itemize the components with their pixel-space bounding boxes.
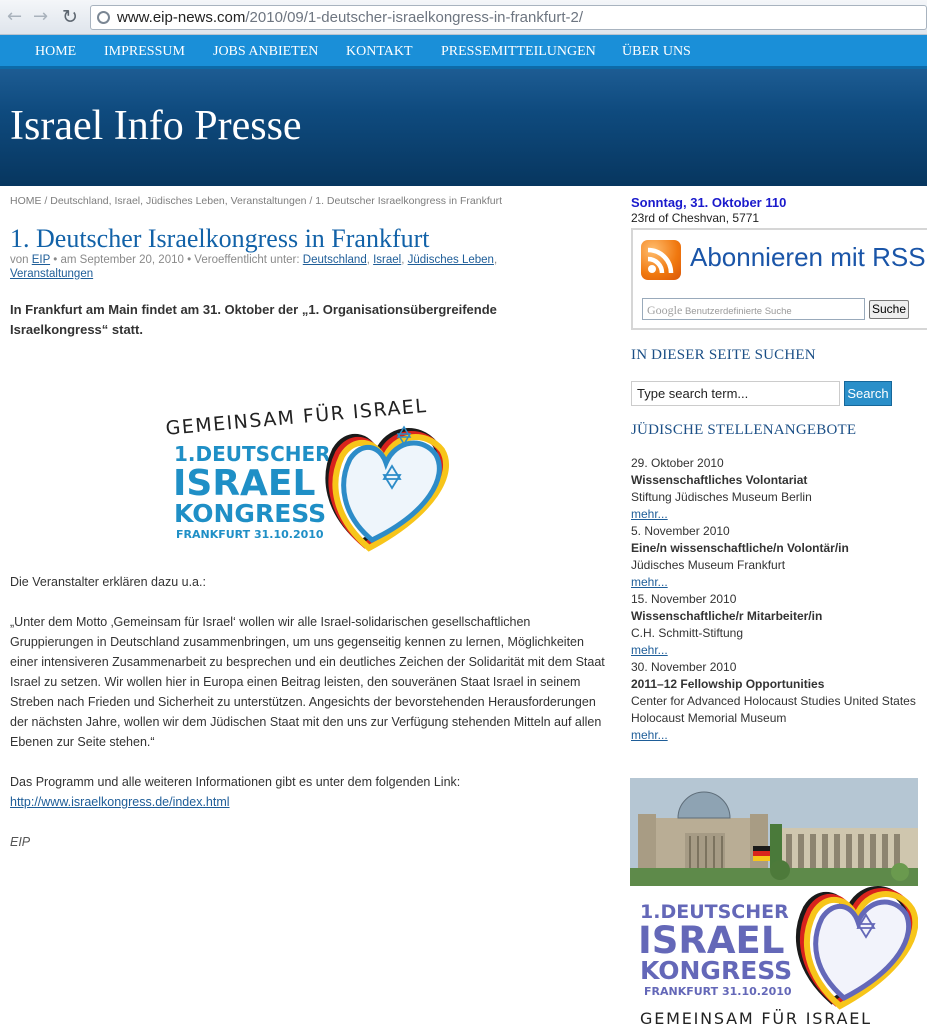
job-item [631, 591, 927, 659]
logo-line2: ISRAEL [173, 463, 316, 504]
banner-line2: ISRAEL [638, 919, 785, 962]
google-search-input[interactable]: Google Benutzerdefinierte Suche [642, 298, 865, 320]
job-org: Stiftung Jüdisches Museum Berlin [631, 490, 812, 504]
post-program-text: Das Programm und alle weiteren Informationen gibt es unter dem folgenden Link: [10, 775, 461, 789]
job-date: 30. November 2010 [631, 660, 737, 674]
job-item [631, 659, 927, 744]
job-date: 29. Oktober 2010 [631, 456, 724, 470]
address-bar[interactable] [90, 5, 927, 30]
job-more-link[interactable]: mehr... [631, 507, 668, 521]
top-navigation [0, 35, 927, 69]
site-title[interactable]: Israel Info Presse [10, 103, 302, 149]
rss-subscribe-box [631, 228, 927, 330]
google-logo: Google [647, 303, 683, 317]
nav-impressum[interactable]: IMPRESSUM [104, 44, 185, 59]
job-org: C.H. Schmitt-Stiftung [631, 626, 744, 640]
site-search-heading: IN DIESER SEITE SUCHEN [631, 347, 816, 363]
post-meta: von EIP • am September 20, 2010 • Veroeffentlicht unter: Deutschland, Israel, Jüdisches Leben, Veranstaltungen [10, 254, 498, 280]
site-header [0, 69, 927, 186]
category-deutschland[interactable]: Deutschland [302, 254, 367, 266]
job-item [631, 523, 927, 591]
logo-motto: GEMEINSAM FÜR ISRAEL [164, 394, 429, 440]
site-search-button[interactable]: Search [844, 381, 892, 406]
category-veranstaltungen[interactable]: Veranstaltungen [10, 267, 94, 280]
nav-home[interactable]: HOME [35, 44, 77, 59]
breadcrumb[interactable]: HOME / Deutschland, Israel, Jüdisches Leben, Veranstaltungen / 1. Deutscher Israelkongress in Frankfurt [10, 195, 502, 207]
browser-toolbar [0, 0, 927, 35]
job-date: 5. November 2010 [631, 524, 730, 538]
program-link[interactable]: http://www.israelkongress.de/index.html [10, 795, 230, 809]
job-title[interactable]: 2011–12 Fellowship Opportunities [631, 677, 825, 691]
job-title[interactable]: Wissenschaftliche/r Mitarbeiter/in [631, 609, 823, 623]
job-org: Jüdisches Museum Frankfurt [631, 558, 786, 572]
post-signature: EIP [10, 835, 31, 849]
category-juedisches-leben[interactable]: Jüdisches Leben [407, 254, 494, 266]
job-title[interactable]: Wissenschaftliches Volontariat [631, 473, 808, 487]
author-link[interactable]: EIP [31, 254, 51, 266]
post-title[interactable]: 1. Deutscher Israelkongress in Frankfurt [10, 224, 430, 253]
heart-flag-icon [328, 427, 446, 548]
post-intro: Die Veranstalter erklären dazu u.a.: [10, 575, 206, 589]
kongress-banner[interactable] [630, 778, 918, 1030]
nav-kontakt[interactable]: KONTAKT [346, 44, 413, 59]
gregorian-date: Sonntag, 31. Oktober 110 [631, 195, 787, 210]
google-search-button[interactable]: Suche [869, 300, 909, 319]
globe-icon [97, 11, 110, 24]
post-quote: „Unter dem Motto ‚Gemeinsam für Israel‘ wollen wir alle Israel-solidarischen gesellschaftlichen Gruppierungen in Deutschland zusammenbringen, um uns gegenseitig kennen zu lernen, Möglichkeiten einer intensiveren Zusammenarbeit zu besprechen und ein deutliches Zeichen der Solidarität mit dem Staat Israel zu setzen. Wir wollen hier in Europa einen Beitrag leisten, den souveränen Staat Israel in seinem Streben nach Frieden und Sicherheit zu unterstützen. Angesichts der bevorstehenden Herausforderungen der nächsten Jahre, wollen wir dem Jüdischen Staat mit den uns zur Verfügung stehenden Mitteln auf allen Ebenen zur Seite stehen.“ [10, 615, 605, 749]
back-arrow-icon[interactable]: ← [7, 6, 23, 27]
job-title[interactable]: Eine/n wissenschaftliche/n Volontär/in [631, 541, 849, 555]
banner-motto: GEMEINSAM FÜR ISRAEL [640, 1009, 872, 1028]
jobs-heading: JÜDISCHE STELLENANGEBOTE [631, 422, 857, 438]
rss-subscribe-link[interactable]: Abonnieren mit RSS [690, 242, 926, 272]
forward-arrow-icon[interactable]: → [33, 6, 49, 27]
post-program-line [10, 792, 605, 812]
job-more-link[interactable]: mehr... [631, 643, 668, 657]
nav-pressemitteilungen[interactable]: PRESSEMITTEILUNGEN [441, 44, 596, 59]
job-more-link[interactable]: mehr... [631, 575, 668, 589]
category-israel[interactable]: Israel [373, 254, 402, 266]
nav-ueber-uns[interactable]: ÜBER UNS [622, 44, 691, 59]
logo-line1: 1.DEUTSCHER [174, 442, 331, 466]
job-date: 15. November 2010 [631, 592, 737, 606]
israelkongress-logo [160, 375, 450, 555]
rss-feed-icon[interactable] [641, 240, 681, 280]
job-item [631, 455, 927, 523]
nav-jobs-anbieten[interactable]: JOBS ANBIETEN [213, 44, 319, 59]
job-list [631, 455, 927, 744]
banner-line1: 1.DEUTSCHER [640, 901, 789, 923]
logo-line4: FRANKFURT 31.10.2010 [176, 528, 324, 541]
job-more-link[interactable]: mehr... [631, 728, 668, 742]
job-org: Center for Advanced Holocaust Studies United States Holocaust Memorial Museum [631, 694, 916, 725]
reload-icon[interactable]: ↻ [62, 6, 78, 28]
hebrew-date: 23rd of Cheshvan, 5771 [631, 211, 760, 225]
logo-line3: KONGRESS [174, 499, 327, 528]
banner-line3: KONGRESS [640, 956, 793, 985]
url-text: www.eip-news.com/2010/09/1-deutscher-israelkongress-in-frankfurt-2/ [117, 9, 584, 26]
post-lead: In Frankfurt am Main findet am 31. Oktober der „1. Organisationsübergreifende Israelkongress“ statt. [10, 302, 497, 337]
site-search-input[interactable]: Type search term... [631, 381, 840, 406]
banner-line4: FRANKFURT 31.10.2010 [644, 985, 792, 998]
